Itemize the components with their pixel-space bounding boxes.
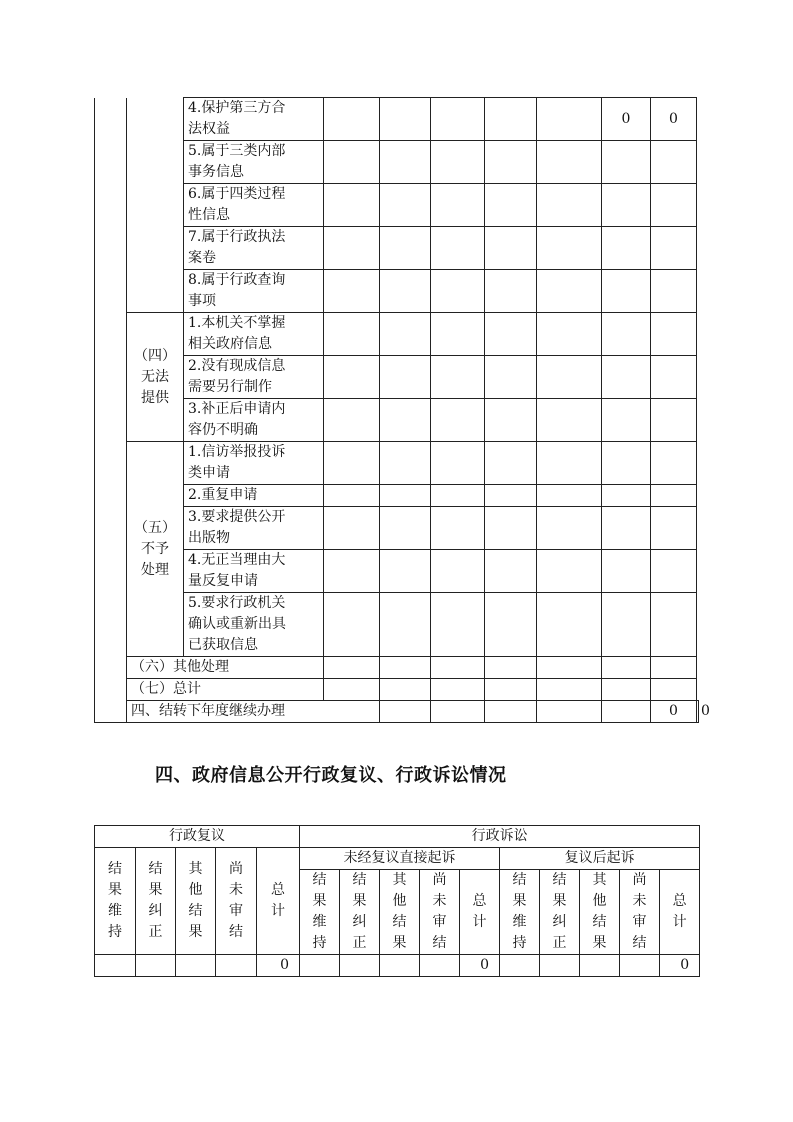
value-cell — [651, 507, 697, 550]
value-cell — [485, 442, 537, 485]
value-cell — [537, 550, 602, 593]
direct-col-corrected: 结 果 纠 正 — [340, 870, 380, 955]
direct-col-other: 其 他 结 果 — [380, 870, 420, 955]
after-col-pending: 尚 未 审 结 — [620, 870, 660, 955]
value-cell — [602, 657, 651, 679]
value-cell — [485, 270, 537, 313]
value-cell — [602, 485, 651, 507]
value-cell — [380, 184, 431, 227]
value-cell — [380, 701, 431, 723]
value-cell: 0 — [602, 98, 651, 141]
value-cell — [324, 227, 380, 270]
value-cell — [380, 270, 431, 313]
after-col-other: 其 他 结 果 — [580, 870, 620, 955]
value-cell — [431, 313, 485, 356]
value-cell — [216, 955, 257, 977]
value-cell — [602, 227, 651, 270]
value-cell — [380, 955, 420, 977]
review-col-upheld: 结 果 维 持 — [95, 848, 136, 955]
value-cell — [651, 313, 697, 356]
value-cell — [324, 399, 380, 442]
value-cell — [380, 98, 431, 141]
review-col-pending: 尚 未 审 结 — [216, 848, 257, 955]
row-label: 6.属于四类过程 性信息 — [184, 184, 324, 227]
value-cell — [537, 270, 602, 313]
value-cell: 0 — [651, 701, 697, 723]
carryover-label: 四、结转下年度继续办理 — [127, 701, 380, 723]
after-col-upheld: 结 果 维 持 — [500, 870, 540, 955]
value-cell — [380, 227, 431, 270]
group3-continuation — [127, 98, 184, 313]
review-col-other: 其 他 结 果 — [176, 848, 216, 955]
value-cell — [340, 955, 380, 977]
value-cell — [651, 356, 697, 399]
value-cell — [537, 98, 602, 141]
value-cell — [431, 227, 485, 270]
value-cell — [380, 399, 431, 442]
value-cell — [431, 270, 485, 313]
value-cell — [537, 679, 602, 701]
after-col-corrected: 结 果 纠 正 — [540, 870, 580, 955]
value-cell — [431, 399, 485, 442]
value-cell: 0 — [651, 98, 697, 141]
header-administrative-review: 行政复议 — [95, 826, 300, 848]
value-cell — [602, 399, 651, 442]
value-cell — [485, 550, 537, 593]
value-cell — [602, 141, 651, 184]
value-cell — [324, 550, 380, 593]
value-cell — [602, 701, 651, 723]
group4-label: （四） 无法 提供 — [127, 313, 184, 442]
value-cell — [602, 550, 651, 593]
value-cell — [95, 955, 136, 977]
value-cell — [602, 593, 651, 657]
value-cell — [651, 679, 697, 701]
value-cell — [537, 485, 602, 507]
value-cell — [485, 356, 537, 399]
value-cell — [602, 507, 651, 550]
value-cell — [431, 507, 485, 550]
value-cell — [537, 184, 602, 227]
value-cell — [651, 141, 697, 184]
value-cell — [602, 184, 651, 227]
row-label: 5.要求行政机关 确认或重新出具 已获取信息 — [184, 593, 324, 657]
direct-col-total: 总 计 — [460, 870, 500, 955]
category-column-continuation — [95, 98, 127, 723]
value-cell — [300, 955, 340, 977]
value-cell — [485, 313, 537, 356]
section-title-review-litigation: 四、政府信息公开行政复议、行政诉讼情况 — [155, 765, 507, 786]
value-cell — [380, 657, 431, 679]
value-cell — [651, 270, 697, 313]
total-label: （七）总计 — [127, 679, 324, 701]
application-handling-table — [94, 97, 710, 723]
value-cell — [324, 657, 380, 679]
value-cell — [380, 356, 431, 399]
value-cell — [500, 955, 540, 977]
value-cell — [537, 356, 602, 399]
value-cell — [380, 485, 431, 507]
value-cell: 0 — [697, 701, 699, 723]
value-cell — [537, 701, 602, 723]
value-cell — [324, 593, 380, 657]
value-cell — [380, 442, 431, 485]
value-cell — [537, 593, 602, 657]
row-label: 1.信访举报投诉 类申请 — [184, 442, 324, 485]
value-cell: 0 — [660, 955, 700, 977]
after-col-total: 总 计 — [660, 870, 700, 955]
row-label: 4.保护第三方合 法权益 — [184, 98, 324, 141]
value-cell — [431, 141, 485, 184]
value-cell — [485, 593, 537, 657]
value-cell — [651, 442, 697, 485]
value-cell — [651, 657, 697, 679]
value-cell — [380, 593, 431, 657]
header-administrative-litigation: 行政诉讼 — [300, 826, 700, 848]
value-cell — [431, 657, 485, 679]
value-cell — [324, 507, 380, 550]
value-cell — [485, 184, 537, 227]
value-cell — [537, 399, 602, 442]
row-label: 4.无正当理由大 量反复申请 — [184, 550, 324, 593]
value-cell — [431, 184, 485, 227]
value-cell — [380, 313, 431, 356]
value-cell — [485, 98, 537, 141]
value-cell — [431, 679, 485, 701]
value-cell — [324, 679, 380, 701]
value-cell — [136, 955, 176, 977]
value-cell — [431, 356, 485, 399]
value-cell — [620, 955, 660, 977]
value-cell — [537, 442, 602, 485]
review-col-corrected: 结 果 纠 正 — [136, 848, 176, 955]
value-cell — [537, 141, 602, 184]
value-cell — [431, 442, 485, 485]
row-label: 5.属于三类内部 事务信息 — [184, 141, 324, 184]
value-cell — [485, 485, 537, 507]
direct-col-upheld: 结 果 维 持 — [300, 870, 340, 955]
value-cell — [537, 227, 602, 270]
value-cell — [537, 657, 602, 679]
value-cell — [651, 485, 697, 507]
value-cell — [485, 399, 537, 442]
value-cell — [431, 550, 485, 593]
value-cell — [537, 507, 602, 550]
header-direct-litigation: 未经复议直接起诉 — [300, 848, 500, 870]
value-cell — [431, 485, 485, 507]
value-cell — [324, 141, 380, 184]
value-cell: 0 — [460, 955, 500, 977]
value-cell — [324, 313, 380, 356]
value-cell — [324, 485, 380, 507]
value-cell — [485, 679, 537, 701]
direct-col-pending: 尚 未 审 结 — [420, 870, 460, 955]
value-cell — [324, 184, 380, 227]
row-label: 8.属于行政查询 事项 — [184, 270, 324, 313]
value-cell — [324, 270, 380, 313]
value-cell — [324, 98, 380, 141]
value-cell — [485, 701, 537, 723]
value-cell — [651, 399, 697, 442]
header-after-review-litigation: 复议后起诉 — [500, 848, 700, 870]
value-cell — [380, 550, 431, 593]
value-cell — [420, 955, 460, 977]
value-cell — [431, 593, 485, 657]
value-cell — [324, 356, 380, 399]
other-handling-label: （六）其他处理 — [127, 657, 324, 679]
value-cell — [485, 141, 537, 184]
value-cell — [651, 593, 697, 657]
row-label: 2.重复申请 — [184, 485, 324, 507]
row-label: 1.本机关不掌握 相关政府信息 — [184, 313, 324, 356]
value-cell — [651, 550, 697, 593]
group5-label: （五） 不予 处理 — [127, 442, 184, 657]
review-litigation-table — [94, 825, 700, 977]
value-cell — [485, 227, 537, 270]
value-cell: 0 — [257, 955, 300, 977]
value-cell — [537, 313, 602, 356]
value-cell — [485, 657, 537, 679]
value-cell — [602, 679, 651, 701]
value-cell — [380, 141, 431, 184]
review-col-total: 总 计 — [257, 848, 300, 955]
value-cell — [602, 313, 651, 356]
value-cell — [540, 955, 580, 977]
value-cell — [651, 184, 697, 227]
value-cell — [602, 356, 651, 399]
row-label: 7.属于行政执法 案卷 — [184, 227, 324, 270]
value-cell — [431, 701, 485, 723]
row-label: 3.补正后申请内 容仍不明确 — [184, 399, 324, 442]
value-cell — [602, 270, 651, 313]
value-cell — [380, 679, 431, 701]
value-cell — [380, 507, 431, 550]
value-cell — [176, 955, 216, 977]
value-cell — [602, 442, 651, 485]
value-cell — [324, 442, 380, 485]
row-label: 2.没有现成信息 需要另行制作 — [184, 356, 324, 399]
value-cell — [485, 507, 537, 550]
value-cell — [651, 227, 697, 270]
value-cell — [580, 955, 620, 977]
row-label: 3.要求提供公开 出版物 — [184, 507, 324, 550]
value-cell — [431, 98, 485, 141]
